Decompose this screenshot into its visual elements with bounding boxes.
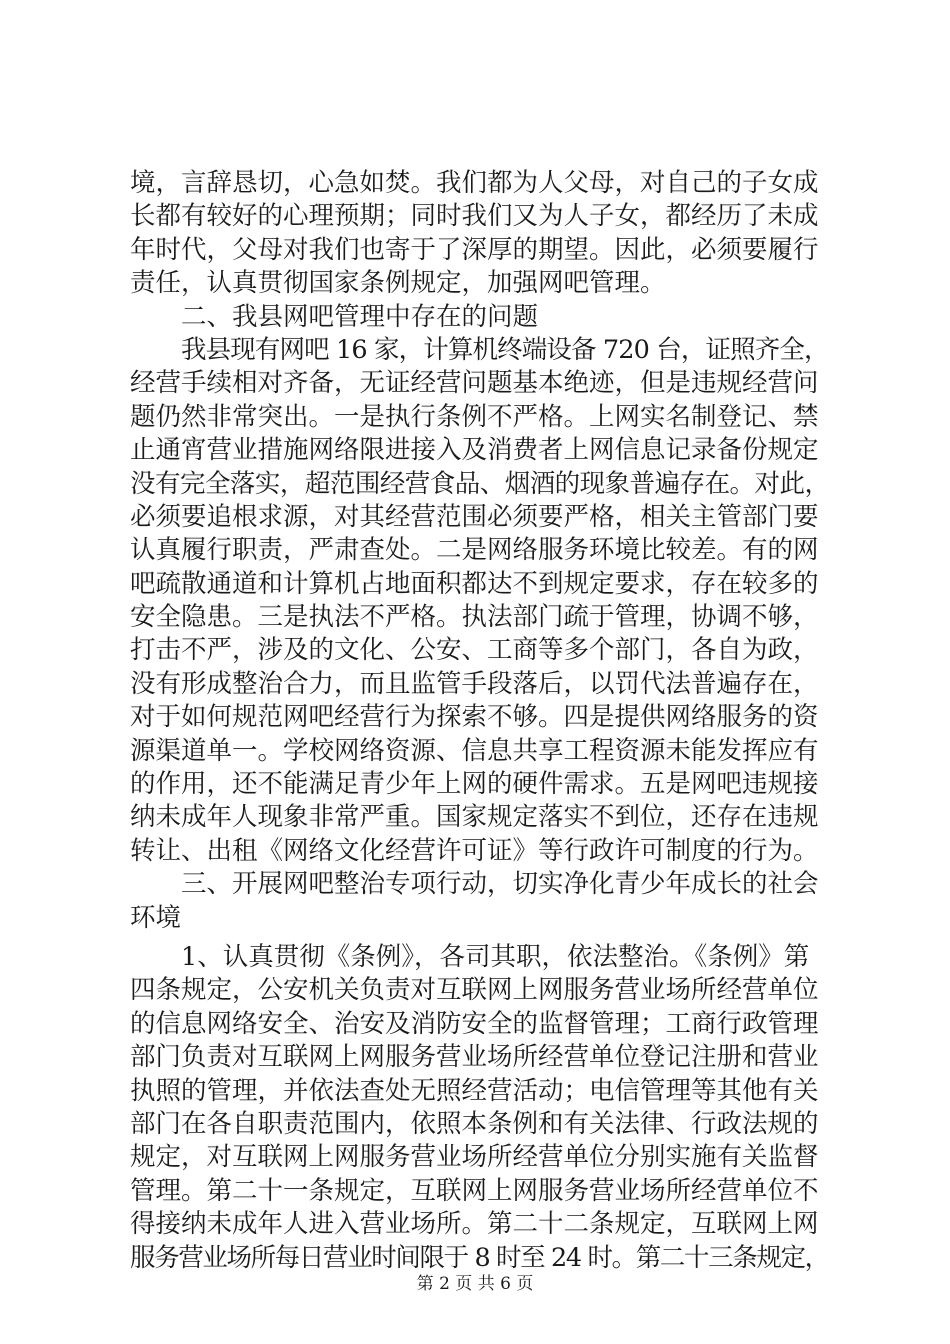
- text-line: 规定，对互联网上网服务营业场所经营单位分别实施有关监督: [130, 1142, 819, 1173]
- text-line: 没有形成整治合力，而且监管手段落后，以罚代法普遍存在，: [130, 668, 819, 699]
- text-line: 题仍然非常突出。一是执行条例不严格。上网实名制登记、禁: [130, 401, 819, 432]
- text-line: 止通宵营业措施网络限进接入及消费者上网信息记录备份规定: [130, 435, 819, 466]
- text-line: 吧疏散通道和计算机占地面积都达不到规定要求，存在较多的: [130, 568, 819, 599]
- text-line: 环境: [130, 902, 182, 933]
- text-line: 经营手续相对齐备，无证经营问题基本绝迹，但是违规经营问: [130, 368, 819, 399]
- text-line: 执照的管理，并依法查处无照经营活动；电信管理等其他有关: [130, 1075, 819, 1106]
- text-line: 必须要追根求源，对其经营范围必须要严格，相关主管部门要: [130, 501, 819, 532]
- text-line: 的信息网络安全、治安及消防安全的监督管理；工商行政管理: [130, 1008, 819, 1039]
- text-line: 服务营业场所每日营业时间限于 8 时至 24 时。第二十三条规定，: [130, 1242, 829, 1273]
- document-body: [130, 167, 830, 1275]
- text-line: 安全隐患。三是执法不严格。执法部门疏于管理，协调不够，: [130, 602, 819, 633]
- text-line: 我县现有网吧 16 家，计算机终端设备 720 台，证照齐全，: [181, 334, 829, 365]
- text-line: 管理。第二十一条规定，互联网上网服务营业场所经营单位不: [130, 1175, 819, 1206]
- text-line: 转让、出租《网络文化经营许可证》等行政许可制度的行为。: [130, 835, 819, 866]
- text-line: 打击不严，涉及的文化、公安、工商等多个部门，各自为政，: [130, 635, 819, 666]
- text-line: 的作用，还不能满足青少年上网的硬件需求。五是网吧违规接: [130, 769, 819, 800]
- text-line: 没有完全落实，超范围经营食品、烟酒的现象普遍存在。对此，: [130, 468, 830, 499]
- text-line: 年时代，父母对我们也寄于了深厚的期望。因此，必须要履行: [130, 234, 819, 265]
- text-line: 得接纳未成年人进入营业场所。第二十二条规定，互联网上网: [130, 1209, 819, 1240]
- text-line: 四条规定，公安机关负责对互联网上网服务营业场所经营单位: [130, 975, 819, 1006]
- text-line: 长都有较好的心理预期；同时我们又为人子女，都经历了未成: [130, 201, 819, 232]
- text-line: 纳未成年人现象非常严重。国家规定落实不到位，还存在违规: [130, 802, 819, 833]
- text-line: 二、我县网吧管理中存在的问题: [181, 301, 539, 332]
- page-footer: 第 2 页 共 6 页: [416, 1274, 534, 1294]
- text-line: 责任，认真贯彻国家条例规定，加强网吧管理。: [130, 268, 666, 299]
- text-line: 1、认真贯彻《条例》，各司其职，依法整治。《条例》第: [181, 941, 810, 972]
- text-line: 三、开展网吧整治专项行动，切实净化青少年成长的社会: [181, 869, 819, 900]
- text-line: 对于如何规范网吧经营行为探索不够。四是提供网络服务的资: [130, 702, 819, 733]
- text-line: 部门在各自职责范围内，依照本条例和有关法律、行政法规的: [130, 1108, 819, 1139]
- text-line: 境，言辞恳切，心急如焚。我们都为人父母，对自己的子女成: [130, 168, 819, 198]
- text-line: 部门负责对互联网上网服务营业场所经营单位登记注册和营业: [130, 1042, 819, 1073]
- text-line: 源渠道单一。学校网络资源、信息共享工程资源未能发挥应有: [130, 735, 819, 766]
- text-line: 认真履行职责，严肃查处。二是网络服务环境比较差。有的网: [130, 535, 819, 566]
